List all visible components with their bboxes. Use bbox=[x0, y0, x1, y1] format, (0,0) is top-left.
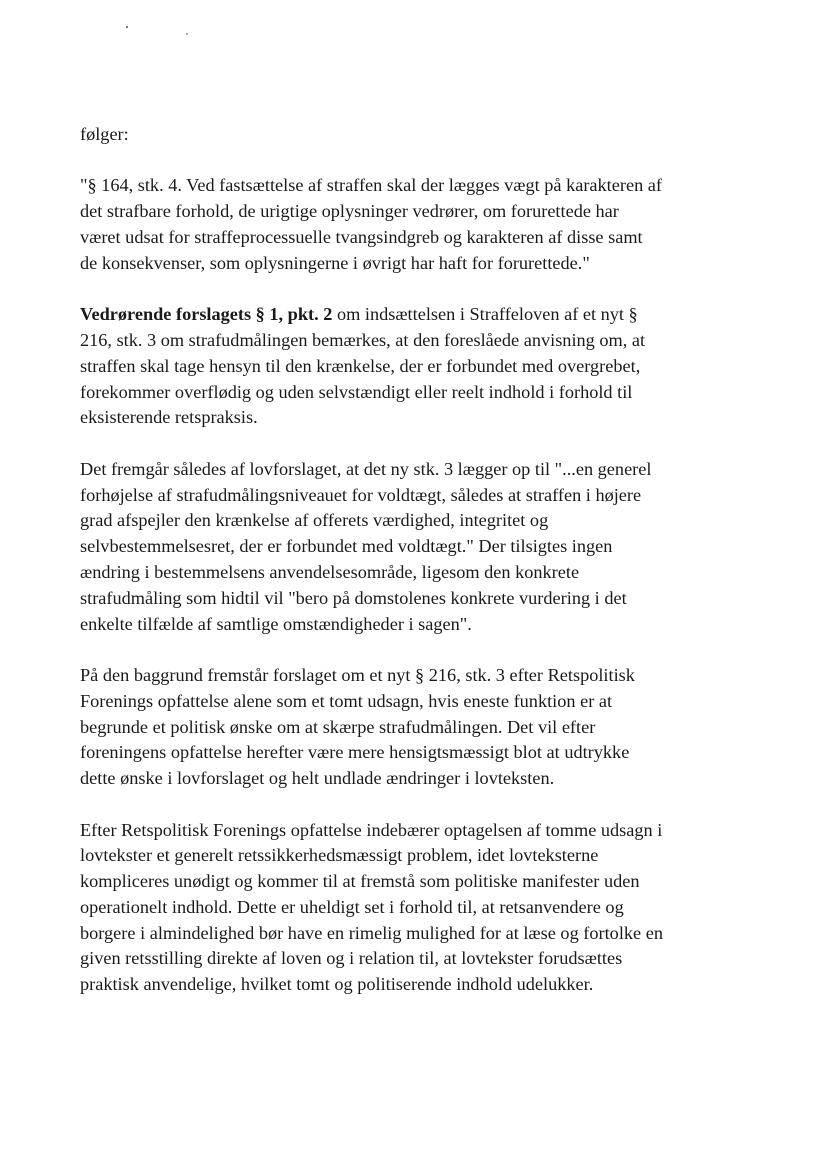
text-run: om indsættelsen i Straffeloven af et nyt § bbox=[332, 304, 638, 325]
paragraph-baggrund bbox=[80, 663, 750, 792]
opening-line bbox=[80, 122, 750, 148]
scan-speck bbox=[186, 33, 188, 35]
text-line: Det fremgår således af lovforslaget, at det ny stk. 3 lægger op til "...en generel bbox=[80, 458, 652, 479]
text-line: Forenings opfattelse alene som et tomt udsagn, hvis eneste funktion er at bbox=[80, 690, 613, 711]
scan-speck bbox=[126, 26, 128, 28]
text-line: straffen skal tage hensyn til den krænkelse, der er forbundet med overgrebet, bbox=[80, 355, 641, 376]
text-line: det strafbare forhold, de urigtige oplysninger vedrører, om forurettede har bbox=[80, 201, 619, 222]
paragraph-quote-164 bbox=[80, 173, 750, 276]
text-line: kompliceres unødigt og kommer til at fremstå som politiske manifester uden bbox=[80, 871, 640, 892]
text-line: given retsstilling direkte af loven og i relation til, at lovtekster forudsættes bbox=[80, 948, 623, 969]
text-line: forekommer overflødig og uden selvstændigt eller reelt indhold i forhold til bbox=[80, 381, 633, 402]
text-line: 216, stk. 3 om strafudmålingen bemærkes, at den foreslåede anvisning om, at bbox=[80, 329, 646, 350]
text-line bbox=[80, 302, 750, 328]
text-line: følger: bbox=[80, 124, 129, 144]
text-line: Efter Retspolitisk Forenings opfattelse indebærer optagelsen af tomme udsagn i bbox=[80, 819, 663, 840]
bold-lead: Vedrørende forslagets § 1, pkt. 2 bbox=[80, 304, 333, 325]
text-line: ændring i bestemmelsens anvendelsesområde, ligesom den konkrete bbox=[80, 561, 580, 582]
text-line: begrunde et politisk ønske om at skærpe strafudmålingen. Det vil efter bbox=[80, 716, 596, 737]
text-line: grad afspejler den krænkelse af offerets værdighed, integritet og bbox=[80, 510, 549, 531]
text-line: selvbestemmelsesret, der er forbundet med voldtægt." Der tilsigtes ingen bbox=[80, 536, 613, 557]
text-line: eksisterende retspraksis. bbox=[80, 407, 258, 428]
text-line: foreningens opfattelse herefter være mere hensigtsmæssigt blot at udtrykke bbox=[80, 742, 630, 763]
document-body bbox=[80, 122, 750, 1024]
text-line: operationelt indhold. Dette er uheldigt set i forhold til, at retsanvendere og bbox=[80, 896, 624, 917]
paragraph-section-1-pkt-2 bbox=[80, 302, 750, 431]
text-line: enkelte tilfælde af samtlige omstændigheder i sagen". bbox=[80, 613, 472, 634]
text-line: På den baggrund fremstår forslaget om et nyt § 216, stk. 3 efter Retspolitisk bbox=[80, 664, 635, 685]
text-line: "§ 164, stk. 4. Ved fastsættelse af straffen skal der lægges vægt på karakteren af bbox=[80, 175, 662, 196]
text-line: praktisk anvendelige, hvilket tomt og politiserende indhold udelukker. bbox=[80, 974, 594, 995]
text-line: de konsekvenser, som oplysningerne i øvrigt har haft for forurettede." bbox=[80, 252, 590, 273]
text-line: borgere i almindelighed bør have en rimelig mulighed for at læse og fortolke en bbox=[80, 922, 663, 943]
text-line: dette ønske i lovforslaget og helt undlade ændringer i lovteksten. bbox=[80, 768, 555, 789]
text-line: forhøjelse af strafudmålingsniveauet for voldtægt, således at straffen i højere bbox=[80, 484, 642, 505]
text-line: lovtekster et generelt retssikkerhedsmæssigt problem, idet lovteksterne bbox=[80, 845, 599, 866]
paragraph-lovforslaget bbox=[80, 457, 750, 638]
text-line: strafudmåling som hidtil vil "bero på domstolenes konkrete vurdering i det bbox=[80, 587, 627, 608]
paragraph-tomme-udsagn bbox=[80, 818, 750, 999]
text-line: været udsat for straffeprocessuelle tvangsindgreb og karakteren af disse samt bbox=[80, 226, 643, 247]
